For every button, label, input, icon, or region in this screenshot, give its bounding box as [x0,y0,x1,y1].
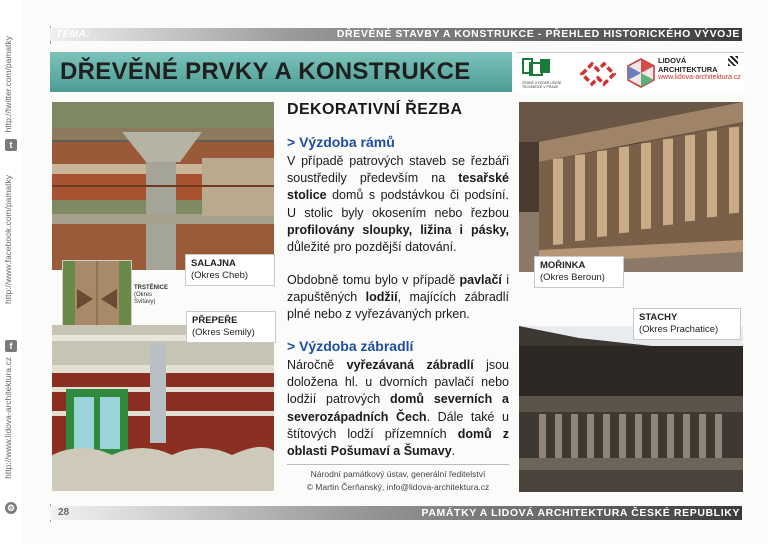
prepere-name: PŘEPEŘE [192,315,238,326]
web-url[interactable]: http://www.lidova-architektura.cz [3,357,13,479]
cvut-name: ČESKÉ VYSOKÉ UČENÍ TECHNICKÉ V PRAZE [522,81,562,89]
cvut-logo [522,57,570,89]
salajna-name: SALAJNA [191,258,236,269]
section-title: DEKORATIVNÍ ŘEZBA [287,101,463,118]
trstenice-place1: (Okres [134,292,152,298]
stachy-name: STACHY [639,312,678,323]
credit-author[interactable]: © Martin Čerňanský, info@lidova-architektura.cz [306,482,490,492]
morinka-image [519,102,743,272]
globe-icon[interactable]: ⚙ [6,503,16,513]
twitter-icon[interactable]: t [5,139,17,151]
caption-prepere [186,311,276,343]
caption-salajna [185,254,275,286]
trstenice-image [63,261,131,335]
paragraph-frames: V případě patrových staveb se řezbáři soustředily především na tesařské stolice domů s podstávkou či podsíní. U stolic byly okosením nebo řezbou profilovány sloupky, ližina i pásky, důležité pro pozdější datování. [287,154,509,255]
photo-salajna [52,102,274,270]
photo-prepere [52,325,274,491]
credit [287,464,509,494]
morinka-place: (Okres Beroun) [540,272,605,283]
cvut-emblem-icon [522,57,552,79]
trstenice-name: TRSTĚNICE [134,285,169,291]
npu-logo-icon [578,59,618,89]
morinka-name: MOŘINKA [540,260,586,271]
la-line1: LIDOVÁ [658,56,687,65]
photo-stachy [519,326,743,492]
facebook-url[interactable]: http://www.facebook.com/pamatky [3,175,13,304]
la-url[interactable]: www.lidova-architektura.cz [658,74,741,81]
la-line2: ARCHITEKTURA [658,64,718,74]
subheading-railings: > Výzdoba zábradlí [287,338,414,354]
footer-title: PAMÁTKY A LIDOVÁ ARCHITEKTURA ČESKÉ REPUBLIKY [421,507,740,519]
page-title: DŘEVĚNÉ PRVKY A KONSTRUKCE [60,58,471,85]
salajna-place: (Okres Cheb) [191,270,249,281]
caption-morinka [534,256,624,288]
twitter-url[interactable]: http://twitter.com/pamatky [3,36,13,133]
lidova-architektura-logo-icon [626,57,656,89]
salajna-image [52,102,274,270]
credit-institution: Národní památkový ústav, generální ředitelství [310,469,486,479]
paragraph-railings: Náročně vyřezávaná zábradlí jsou doložena hl. u dvorních pavlačí nebo lodžií patrových domů severních a severozápadních Čech. Dále také u štítových lodží přízemních domů z oblasti Pošumaví a Šumavy. [287,358,510,459]
topic-title: DŘEVĚNÉ STAVBY A KONSTRUKCE - PŘEHLED HISTORICKÉHO VÝVOJE [336,28,740,40]
side-rail [0,0,22,544]
page-number: 28 [58,507,70,518]
qr-icon [728,56,738,66]
trstenice-place2: Svitavy) [134,299,156,305]
caption-stachy [633,308,741,340]
stachy-place: (Okres Prachatice) [639,324,719,335]
subheading-frames: > Výzdoba rámů [287,134,395,150]
prepere-place: (Okres Semily) [192,327,255,338]
prepere-image [52,325,274,491]
logo-strip [516,52,744,93]
paragraph-pavlac: Obdobně tomu bylo v případě pavlačí i zapuštěných lodžií, majících zábradlí plné nebo z vyřezávaných prken. [287,273,510,322]
caption-trstenice [134,285,168,306]
tema-label: TÉMA: [56,29,91,40]
facebook-icon[interactable]: f [5,340,17,352]
stachy-image [519,326,743,492]
photo-morinka [519,102,743,272]
